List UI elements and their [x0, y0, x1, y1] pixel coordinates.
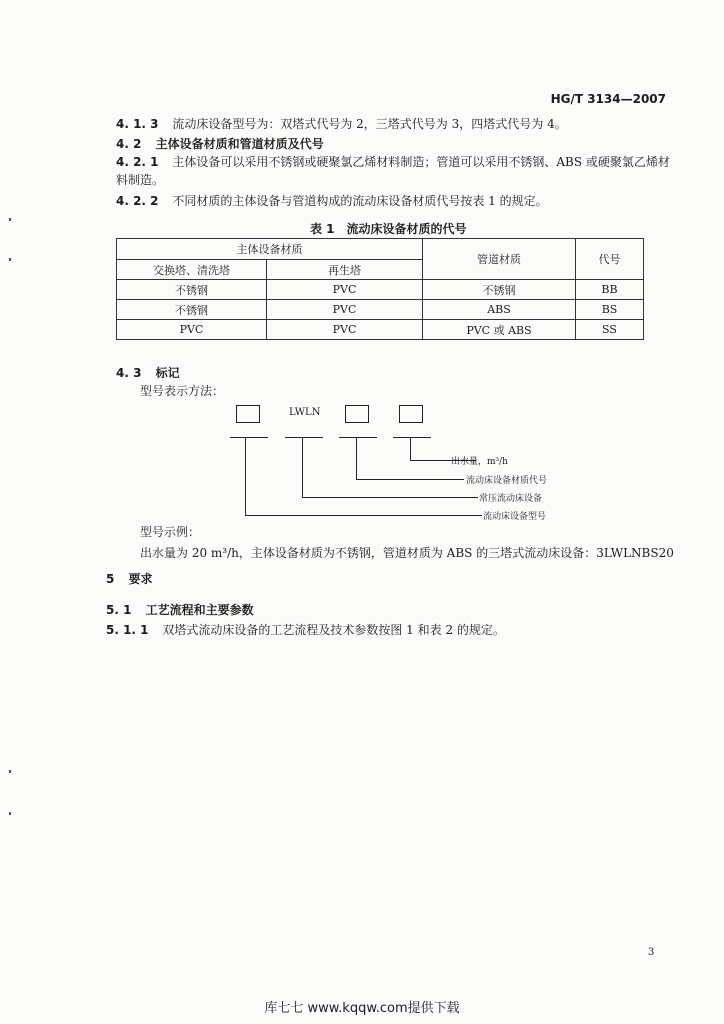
table-cell: 不锈钢	[117, 280, 267, 300]
standard-number: HG/T 3134—2007	[550, 92, 666, 106]
header-pipe-material: 管道材质	[423, 239, 576, 280]
table-header-row	[117, 239, 644, 260]
table-row	[117, 300, 644, 320]
header-regeneration-tower: 再生塔	[267, 260, 423, 280]
leader-line	[245, 515, 482, 516]
section-title: 工艺流程和主要参数	[145, 603, 254, 617]
clause-5-1-1	[106, 622, 505, 638]
header-exchange-tower: 交换塔、清洗塔	[117, 260, 267, 280]
table-cell: SS	[576, 320, 644, 340]
model-example-title: 型号示例：	[140, 525, 201, 539]
scan-speck	[9, 770, 11, 773]
scan-speck	[9, 258, 11, 261]
leader-line	[245, 437, 246, 516]
table-cell: PVC	[267, 280, 423, 300]
table-cell: BS	[576, 300, 644, 320]
clause-number: 4. 2. 2	[116, 194, 159, 208]
section-4-3-heading	[116, 364, 180, 381]
page-number: 3	[648, 947, 655, 958]
underline	[393, 437, 431, 438]
underline	[285, 437, 323, 438]
material-code-table	[116, 238, 644, 340]
label-flow-rate: 出水量，m³/h	[451, 457, 508, 467]
section-number: 4. 2	[116, 137, 142, 151]
leader-line	[302, 497, 478, 498]
table-cell: ABS	[423, 300, 576, 320]
leader-line	[356, 479, 464, 480]
underline	[230, 437, 268, 438]
table-cell: 不锈钢	[117, 300, 267, 320]
clause-4-2-2	[116, 193, 548, 209]
scan-speck	[9, 218, 11, 221]
underline	[339, 437, 377, 438]
table-cell: PVC	[117, 320, 267, 340]
clause-number: 4. 2. 1	[116, 155, 159, 169]
clause-number: 5. 1. 1	[106, 623, 149, 637]
section-number: 5	[106, 572, 115, 586]
model-example-text: 出水量为 20 m³/h，主体设备材质为不锈钢，管道材质为 ABS 的三塔式流动床设备：3LWLNBS20	[140, 546, 674, 560]
flow-rate-box	[399, 405, 423, 423]
section-title: 标记	[155, 366, 180, 380]
section-5-heading	[106, 570, 153, 587]
leader-line	[356, 437, 357, 480]
clause-number: 4. 1. 3	[116, 117, 159, 131]
clause-4-2-1-line1	[116, 154, 670, 170]
clause-4-2-1-line2: 料制造。	[116, 173, 165, 187]
header-main-material: 主体设备材质	[117, 239, 423, 260]
table-cell: PVC 或 ABS	[423, 320, 576, 340]
table-cell: 不锈钢	[423, 280, 576, 300]
download-footer: 库七七 www.kqqw.com提供下载	[264, 1001, 460, 1016]
clause-text: 流动床设备型号为：双塔式代号为 2，三塔式代号为 3，四塔式代号为 4。	[172, 117, 567, 131]
section-number: 5. 1	[106, 603, 132, 617]
section-4-2-heading	[116, 135, 324, 152]
clause-text: 双塔式流动床设备的工艺流程及技术参数按图 1 和表 2 的规定。	[162, 623, 505, 637]
section-title: 要求	[128, 572, 153, 586]
model-code-text: LWLN	[289, 407, 321, 418]
label-material-code: 流动床设备材质代号	[466, 476, 548, 486]
table-cell: BB	[576, 280, 644, 300]
leader-line	[410, 437, 411, 461]
material-code-box	[345, 405, 369, 423]
clause-text: 主体设备可以采用不锈钢或硬聚氯乙烯材料制造；管道可以采用不锈钢、ABS 或硬聚氯乙烯材	[172, 155, 670, 169]
label-model-number: 流动床设备型号	[483, 512, 547, 522]
table-row	[117, 320, 644, 340]
section-title: 主体设备材质和管道材质及代号	[155, 137, 324, 151]
table-row	[117, 280, 644, 300]
model-method-label: 型号表示方法：	[140, 384, 225, 398]
section-number: 4. 3	[116, 366, 142, 380]
scan-speck	[9, 812, 11, 815]
label-atmospheric-type: 常压流动床设备	[479, 494, 543, 504]
header-code: 代号	[576, 239, 644, 280]
table-cell: PVC	[267, 300, 423, 320]
tower-count-box	[236, 405, 260, 423]
leader-line	[302, 437, 303, 498]
table-caption: 表 1 流动床设备材质的代号	[310, 222, 467, 236]
table-cell: PVC	[267, 320, 423, 340]
section-5-1-heading	[106, 601, 254, 618]
clause-4-1-3	[116, 116, 567, 132]
clause-text: 不同材质的主体设备与管道构成的流动床设备材质代号按表 1 的规定。	[172, 194, 548, 208]
